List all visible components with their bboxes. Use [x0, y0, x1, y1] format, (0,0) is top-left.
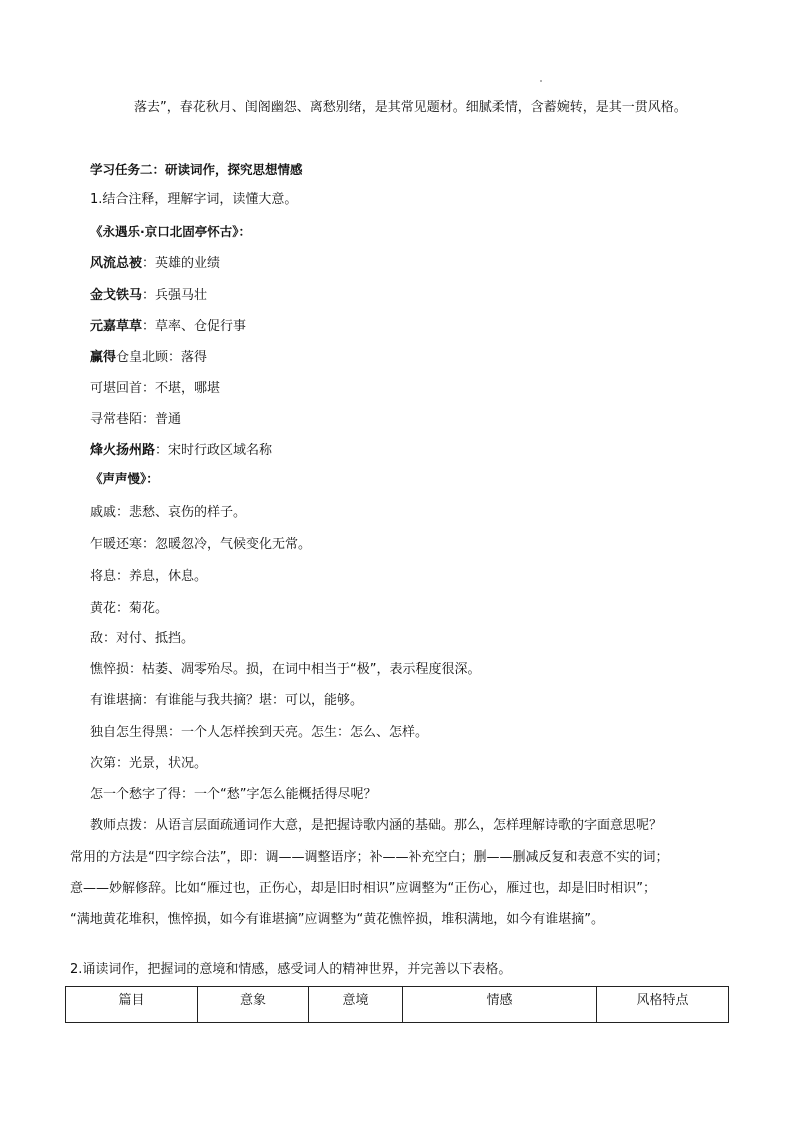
- poem2-title: 《声声慢》：: [90, 471, 159, 486]
- poem2-note: 戚戚：悲愁、哀伤的样子。: [90, 505, 247, 520]
- poem1-note: [90, 439, 272, 458]
- analysis-table: [65, 986, 728, 1023]
- note-def: ：兵强马壮: [142, 288, 208, 303]
- poem2-note: 敌：对付、抵挡。: [90, 631, 195, 646]
- table-header-cell: 意境: [309, 987, 403, 1023]
- poem2-note: 有谁堪摘：有谁能与我共摘？堪：可以，能够。: [90, 693, 364, 708]
- poem2-note: 憔悴损：枯萎、凋零殆尽。损，在词中相当于“极”，表示程度很深。: [90, 662, 481, 677]
- poem2-note: 独自怎生得黑：一个人怎样挨到天亮。怎生：怎么、怎样。: [90, 725, 429, 740]
- poem1-note: [90, 408, 181, 427]
- poem2-note: 黄花：菊花。: [90, 601, 169, 616]
- poem1-note: [90, 346, 207, 365]
- poem2-note: 次第：光景，状况。: [90, 756, 208, 771]
- table-header-row: [66, 987, 729, 1023]
- task-heading: 学习任务二：研读词作，探究思想情感: [90, 162, 303, 177]
- note-def: ：宋时行政区域名称: [155, 443, 273, 458]
- note-term: 元嘉草草: [90, 319, 143, 334]
- poem1-title: 《永遇乐·京口北固亭怀古》：: [90, 224, 251, 239]
- table-header-cell: 意象: [198, 987, 309, 1023]
- poem1-note: [90, 252, 220, 271]
- table-header-cell: 情感: [403, 987, 597, 1023]
- teacher-note-line: 教师点拨：从语言层面疏通词作大意，是把握诗歌内涵的基础。那么，怎样理解诗歌的字面意思呢？: [90, 818, 663, 833]
- step-1: 1.结合注释，理解字词，读懂大意。: [90, 192, 298, 207]
- note-term: 金戈铁马: [90, 288, 143, 303]
- poem1-note: [90, 284, 207, 303]
- poem2-note: 乍暖还寒：忽暖忽冷，气候变化无常。: [90, 537, 312, 552]
- poem2-note: 将息：养息，休息。: [90, 569, 208, 584]
- poem1-note: [90, 315, 246, 334]
- note-def: ：草率、仓促行事: [142, 319, 247, 334]
- note-term: 烽火扬州路: [90, 443, 156, 458]
- teacher-note-line: 常用的方法是“四字综合法”，即：调——调整语序；补——补充空白；删——删减反复和表意不实的词；: [70, 850, 669, 865]
- page-dot: [540, 80, 542, 82]
- table-header-cell: 风格特点: [597, 987, 729, 1023]
- note-term: 风流总被: [90, 256, 143, 271]
- teacher-note-line: 意——妙解修辞。比如“雁过也，正伤心，却是旧时相识”应调整为“正伤心，雁过也，却是旧时相识”；: [70, 881, 656, 896]
- note-def: 仓皇北顾：落得: [116, 350, 208, 365]
- poem1-note: [90, 377, 220, 396]
- note-def: 可堪回首：不堪，哪堪: [90, 381, 221, 396]
- note-def: 寻常巷陌：普通: [90, 412, 182, 427]
- note-term: 赢得: [90, 350, 117, 365]
- table-header-cell: 篇目: [66, 987, 198, 1023]
- step-2: 2.诵读词作，把握词的意境和情感，感受词人的精神世界，并完善以下表格。: [70, 962, 512, 977]
- intro-line: 落去”，春花秋月、闺阁幽怨、离愁别绪，是其常见题材。细腻柔情，含蓄婉转，是其一贯风格。: [134, 100, 687, 115]
- teacher-note-line: “满地黄花堆积，憔悴损，如今有谁堪摘”应调整为“黄花憔悴损，堆积满地，如今有谁堪摘”。: [70, 912, 604, 927]
- poem2-note: 怎一个愁字了得：一个“愁”字怎么能概括得尽呢？: [90, 787, 377, 802]
- note-def: ：英雄的业绩: [142, 256, 221, 271]
